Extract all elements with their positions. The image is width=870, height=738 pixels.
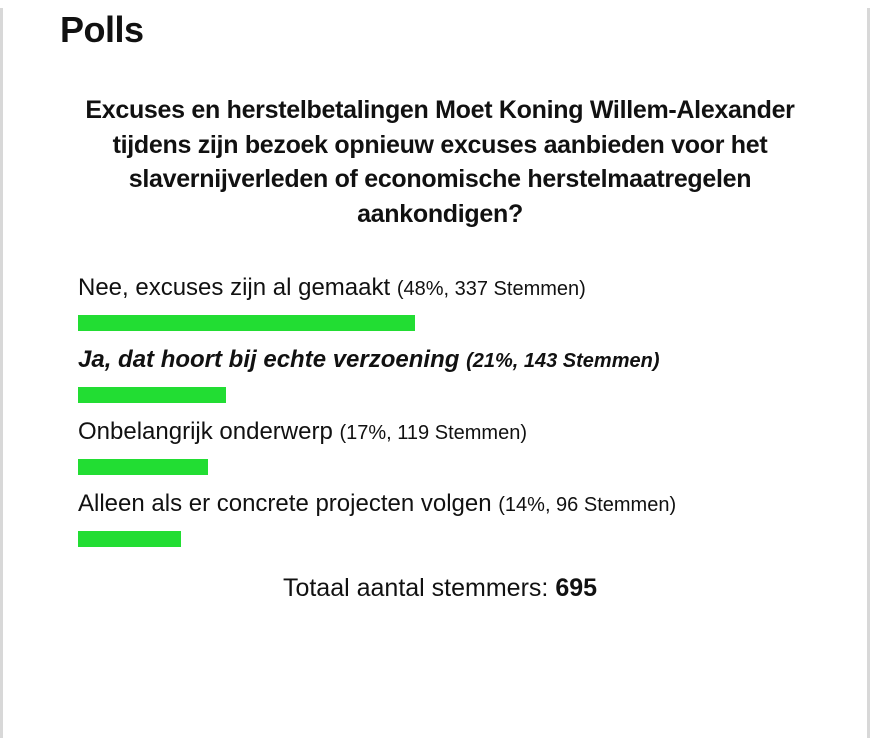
- poll-option-bar-track: [78, 315, 758, 331]
- poll-option-text: [78, 341, 820, 380]
- poll-question: Excuses en herstelbetalingen Moet Koning Willem-Alexander tijdens zijn bezoek opnieuw excuses aanbieden voor het slavernijverleden of economische herstelmaatregelen aankondigen?: [85, 96, 795, 228]
- total-voters-label: Totaal aantal stemmers:: [282, 573, 549, 602]
- page-title: Polls: [60, 9, 144, 50]
- total-voters-count: 695: [555, 573, 598, 602]
- poll-page: [0, 8, 870, 738]
- poll-option-meta: (21%, 143 Stemmen): [466, 350, 660, 373]
- poll-option-bar-fill: [78, 315, 415, 331]
- poll-option[interactable]: [78, 269, 820, 331]
- poll-option-label: Alleen als er concrete projecten volgen: [78, 489, 492, 517]
- poll-option-bar-track: [78, 459, 758, 475]
- poll-option-bar-fill: [78, 387, 226, 403]
- poll-option-label: Onbelangrijk onderwerp: [78, 417, 333, 445]
- poll-option-meta: (17%, 119 Stemmen): [339, 421, 527, 444]
- poll-option-text: [78, 485, 820, 524]
- poll-option-bar-fill: [78, 531, 181, 547]
- poll-option-text: [78, 269, 820, 308]
- poll-option-text: [78, 413, 820, 452]
- poll-option[interactable]: [78, 341, 820, 403]
- poll-option-bar-track: [78, 387, 758, 403]
- poll-options-list: [60, 269, 820, 547]
- poll-option-bar-fill: [78, 459, 208, 475]
- poll-option[interactable]: [78, 485, 820, 547]
- poll-option-meta: (14%, 96 Stemmen): [498, 493, 677, 516]
- poll-option-label: Ja, dat hoort bij echte verzoening: [78, 346, 460, 374]
- total-voters: [60, 573, 820, 603]
- poll-option-meta: (48%, 337 Stemmen): [396, 278, 586, 301]
- poll-option[interactable]: [78, 413, 820, 475]
- poll-option-bar-track: [78, 531, 758, 547]
- poll-option-label: Nee, excuses zijn al gemaakt: [78, 274, 391, 302]
